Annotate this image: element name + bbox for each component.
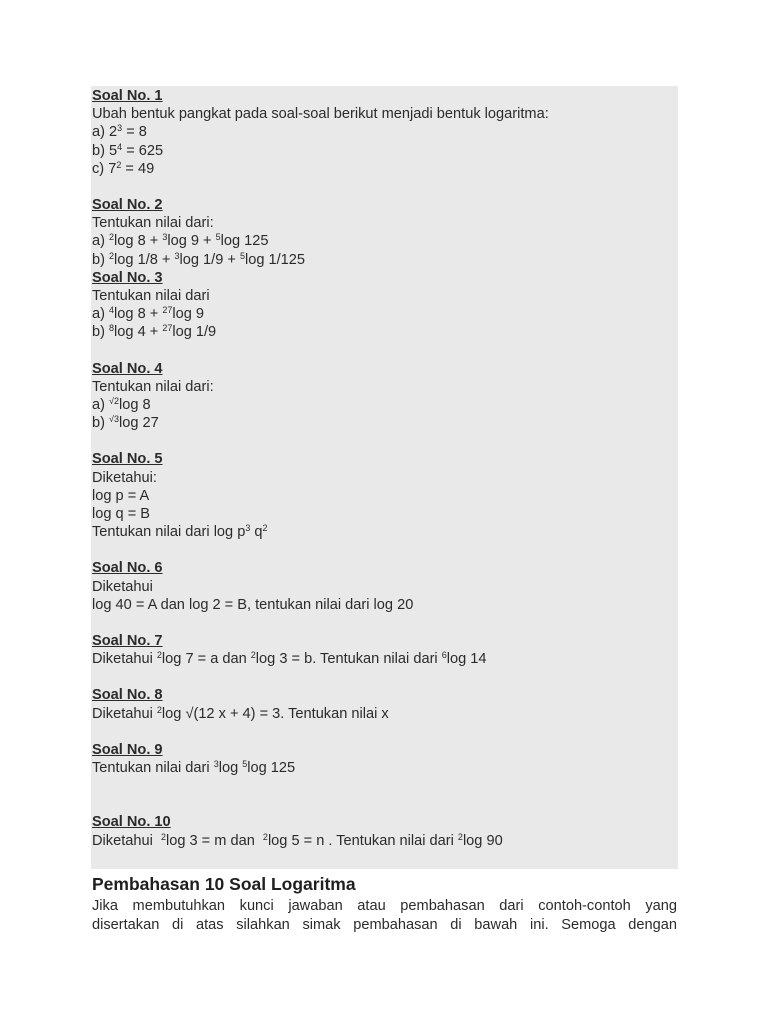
question-line: log 40 = A dan log 2 = B, tentukan nilai dari log 20 bbox=[92, 596, 414, 613]
superscript: √2 bbox=[109, 396, 119, 407]
superscript: 27 bbox=[162, 305, 173, 316]
question-title: Soal No. 3 bbox=[92, 269, 163, 286]
superscript: 3 bbox=[245, 523, 251, 534]
question-line: a) $2^3 = 8$ bbox=[92, 123, 147, 141]
question-line: Ubah bentuk pangkat pada soal-soal berikut menjadi bentuk logaritma: bbox=[92, 106, 549, 123]
superscript: 2 bbox=[250, 650, 256, 661]
question-line: Tentukan nilai dari $^3$log $^5$log 125 bbox=[92, 759, 296, 777]
question-line: a) $^2$log 8 + $^3$log 9 + $^5$log 125 bbox=[92, 232, 269, 250]
question-line: Tentukan nilai dari bbox=[92, 288, 210, 305]
superscript: 8 bbox=[109, 323, 115, 334]
question-line: Diketahui $^2$log √(12 x + 4) = 3. Tentukan nilai x bbox=[92, 704, 389, 722]
question-line: b) $5^4 = 625$ bbox=[92, 141, 164, 159]
question-8 bbox=[92, 686, 678, 722]
superscript: 4 bbox=[109, 305, 115, 316]
question-2 bbox=[92, 196, 678, 269]
question-line: Diketahui bbox=[92, 578, 153, 595]
question-line: b) $^8$log 4 + $^{27}$log 1/9 bbox=[92, 323, 217, 341]
question-line: b) $^2$log 1/8 + $^3$log 1/9 + $^5$log 1/125 bbox=[92, 250, 306, 268]
superscript: 5 bbox=[242, 759, 248, 770]
superscript: 3 bbox=[174, 250, 180, 261]
superscript: 4 bbox=[117, 141, 123, 152]
superscript: 2 bbox=[262, 523, 268, 534]
question-line: Diketahui: bbox=[92, 469, 157, 486]
question-line: Diketahui $^2$log 3 = m dan $^2$log 5 = n . Tentukan nilai dari $^2$log 90 bbox=[92, 831, 503, 849]
question-title: Soal No. 5 bbox=[92, 451, 163, 468]
question-line: a) $^{√2}$log 8 bbox=[92, 396, 151, 414]
question-1 bbox=[92, 87, 678, 178]
superscript: 2 bbox=[156, 650, 162, 661]
question-title: Soal No. 6 bbox=[92, 560, 163, 577]
section-heading: Pembahasan 10 Soal Logaritma bbox=[92, 874, 356, 894]
question-line: Tentukan nilai dari $\log p^3$ $q^2$ bbox=[92, 523, 268, 541]
question-3 bbox=[92, 269, 678, 342]
superscript: 2 bbox=[457, 831, 463, 842]
question-4 bbox=[92, 360, 678, 433]
question-line: Diketahui $^2$log 7 = a dan $^2$log 3 = b. Tentukan nilai dari $^6$log 14 bbox=[92, 650, 487, 668]
question-line: a) $^4$log 8 + $^{27}$log 9 bbox=[92, 305, 204, 323]
superscript: 2 bbox=[160, 831, 166, 842]
superscript: 2 bbox=[116, 159, 122, 170]
question-line: log p = A bbox=[92, 487, 150, 504]
superscript: 3 bbox=[162, 232, 168, 243]
question-6 bbox=[92, 559, 678, 614]
paragraph-line: disertakan di atas silahkan simak pembahasan di bawah ini. Semoga dengan bbox=[92, 917, 677, 933]
superscript: 6 bbox=[441, 650, 447, 661]
question-5 bbox=[92, 450, 678, 541]
question-9 bbox=[92, 741, 678, 777]
superscript: 3 bbox=[117, 123, 123, 134]
question-title: Soal No. 4 bbox=[92, 360, 163, 377]
superscript: 3 bbox=[213, 759, 219, 770]
superscript: 2 bbox=[109, 250, 115, 261]
question-7 bbox=[92, 632, 678, 668]
question-line: b) $^{√3}$log 27 bbox=[92, 414, 159, 432]
question-list bbox=[92, 87, 678, 850]
superscript: 2 bbox=[262, 831, 268, 842]
superscript: 5 bbox=[239, 250, 245, 261]
superscript: 5 bbox=[215, 232, 221, 243]
question-title: Soal No. 10 bbox=[92, 814, 171, 831]
question-10 bbox=[92, 813, 678, 849]
question-title: Soal No. 8 bbox=[92, 687, 163, 704]
superscript: √3 bbox=[109, 414, 119, 425]
question-line: log q = B bbox=[92, 506, 151, 523]
question-line: Tentukan nilai dari: bbox=[92, 378, 214, 395]
intro-paragraph bbox=[92, 897, 677, 935]
superscript: 2 bbox=[156, 704, 162, 715]
question-title: Soal No. 9 bbox=[92, 741, 163, 758]
question-title: Soal No. 1 bbox=[92, 88, 163, 104]
superscript: 2 bbox=[109, 232, 115, 243]
question-title: Soal No. 2 bbox=[92, 197, 163, 214]
question-title: Soal No. 7 bbox=[92, 633, 163, 650]
question-line: Tentukan nilai dari: bbox=[92, 215, 214, 232]
question-line: c) $7^2 = 49$ bbox=[92, 159, 155, 177]
paragraph-line: Jika membutuhkan kunci jawaban atau pembahasan dari contoh-contoh yang bbox=[92, 898, 677, 914]
superscript: 27 bbox=[162, 323, 173, 334]
